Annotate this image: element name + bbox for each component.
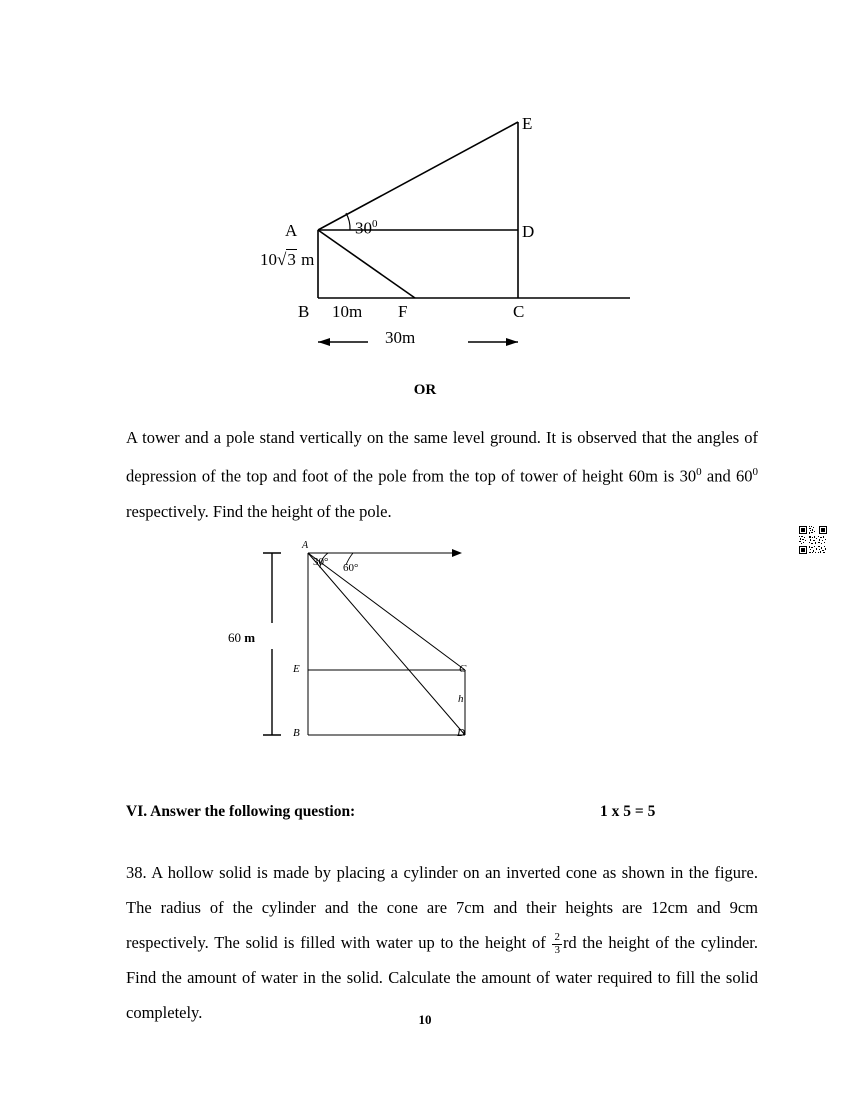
figure2-angle-60: 60° <box>343 562 359 574</box>
figure1-angle-label <box>355 218 378 239</box>
figure2-label-A: A <box>302 540 309 551</box>
q38-fraction <box>552 932 562 956</box>
figure1-height-label <box>260 250 314 270</box>
figure1-label-base-total: 30m <box>385 328 416 347</box>
figure2-label-B: B <box>293 727 300 739</box>
section-vi-heading: VI. Answer the following question: <box>126 803 356 820</box>
figure2-label-C: C <box>459 663 467 675</box>
q37-sup1: 0 <box>696 466 702 478</box>
figure2-tower-height-label <box>228 630 255 646</box>
q37-text-end: respectively. Find the height of the pole. <box>126 501 392 521</box>
figure1-label-B: B <box>298 302 310 321</box>
figure1-label-D: D <box>522 222 535 241</box>
q38-text-part1: 38. A hollow solid is made by placing a cylinder on an inverted cone as shown in the figure. The radius of the cylinder and the cone are 7cm and their heights are 12cm and 9cm respectively. The solid is filled with water up to the height of <box>126 863 758 952</box>
figure2-tower-height-unit: m <box>244 630 256 645</box>
figure-1-svg <box>250 100 670 360</box>
figure2-label-E: E <box>293 663 300 675</box>
question-38-text <box>126 855 758 1030</box>
figure1-label-A: A <box>285 221 298 240</box>
figure1-label-F: F <box>398 302 408 321</box>
figure1-radical: √3 <box>277 250 296 269</box>
figure2-label-h: h <box>458 693 464 705</box>
figure-2-svg <box>250 535 510 755</box>
figure1-height-value: 10 <box>260 250 277 269</box>
figure1-angle-degree: 0 <box>372 218 378 230</box>
qr-code <box>798 525 828 555</box>
question-37-or-text <box>126 420 758 529</box>
figure-2-tower-pole-diagram <box>228 535 510 755</box>
q38-text-part2: rd the height of the cylinder. Find the amount of water in the solid. Calculate the amount of water required to fill the solid completely. <box>126 933 758 1022</box>
q38-fraction-denominator: 3 <box>554 943 560 956</box>
figure1-angle-value: 30 <box>355 218 372 238</box>
or-separator: OR <box>413 382 437 398</box>
q37-text-mid: and 60 <box>701 466 753 486</box>
figure2-tower-height-value: 60 <box>228 630 241 645</box>
figure2-angle-30: 30° <box>313 556 329 568</box>
figure-1-triangle-diagram <box>250 100 670 360</box>
qr-code-icon <box>798 525 828 555</box>
figure1-label-E: E <box>522 114 533 133</box>
figure1-label-C: C <box>513 302 525 321</box>
figure1-height-unit: m <box>301 250 315 269</box>
figure1-label-base-short: 10m <box>332 302 363 321</box>
q37-sup2: 0 <box>752 466 758 478</box>
page-number: 10 <box>418 1012 432 1027</box>
figure2-label-D: D <box>457 727 465 739</box>
q38-fraction-numerator: 2 <box>554 931 560 944</box>
section-vi-marks: 1 x 5 = 5 <box>600 803 656 820</box>
figure1-radicand: 3 <box>287 250 296 269</box>
q37-text-part1: A tower and a pole stand vertically on the same level ground. It is observed that the angles of depression of the top and foot of the pole from the top of tower of height 60m is 30 <box>126 428 758 486</box>
